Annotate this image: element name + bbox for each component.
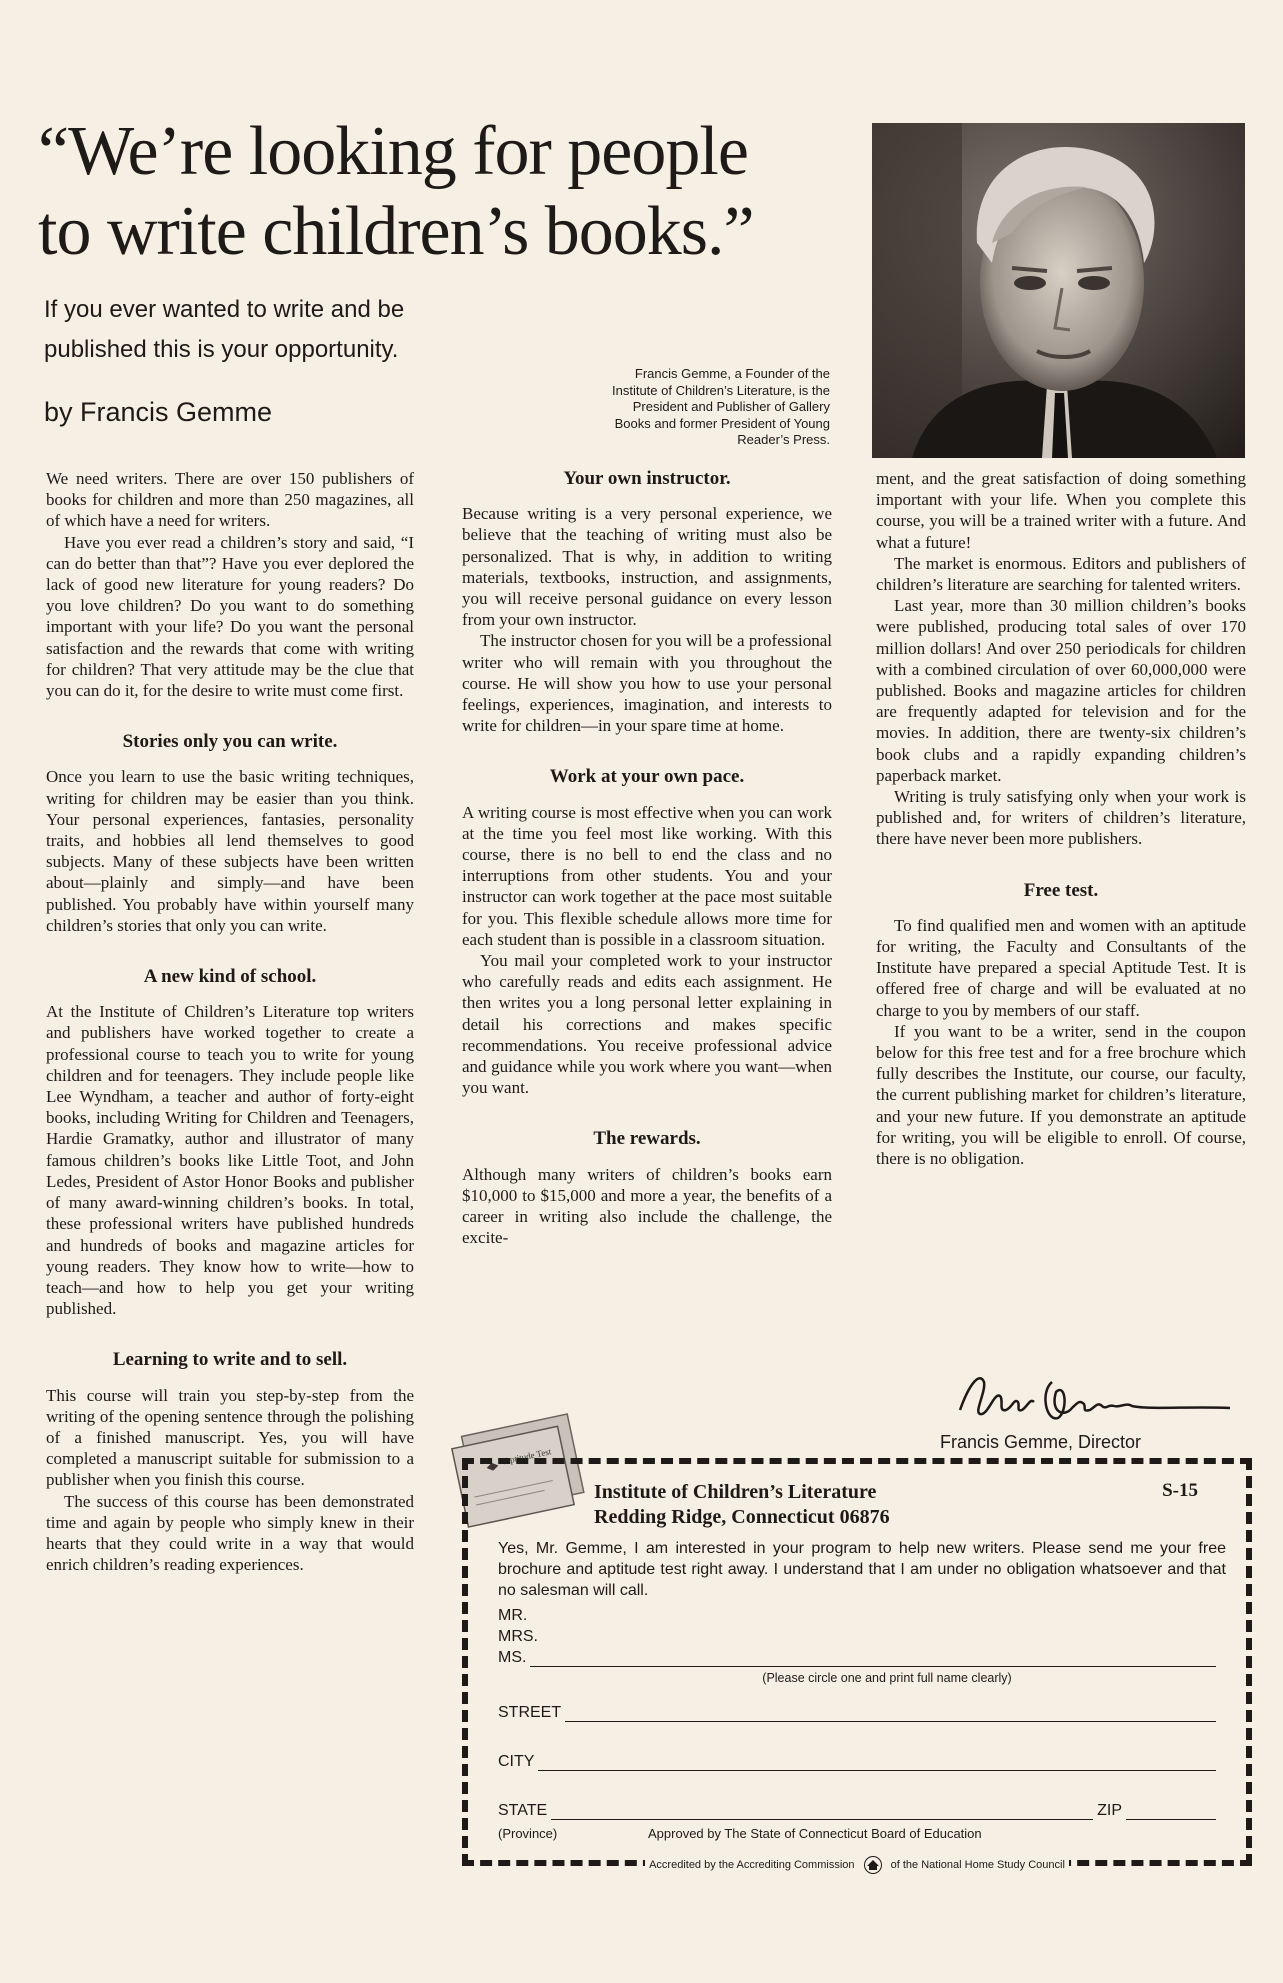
title-mr-label: MR. <box>498 1607 528 1624</box>
zip-label: ZIP <box>1097 1802 1122 1819</box>
subheadline <box>44 290 484 370</box>
section-heading-pace: Work at your own pace. <box>549 766 745 788</box>
approval-row <box>498 1826 1216 1841</box>
name-line[interactable] <box>530 1652 1216 1667</box>
city-label: CITY <box>498 1753 535 1770</box>
coupon-code: S-15 <box>1162 1480 1198 1501</box>
paragraph: Because writing is a very personal experience, we believe that the teaching of writing must also be personalized. That is why, in addition to writing materials, textbooks, instruction, and assignments, you will receive personal guidance on every lesson from your own instructor. <box>462 504 832 630</box>
paragraph: You mail your completed work to your instructor who carefully reads and edits each assignment. He then writes you a long personal letter explaining in detail his corrections and makes specific recommendations. You receive professional advice and guidance while you work where you want—when you want. <box>462 951 832 1098</box>
paragraph: The success of this course has been demonstrated time and again by people who simply knew in their hearts that they could write in a way that would enrich children’s reading experiences. <box>46 1491 414 1575</box>
state-zip-field[interactable] <box>498 1799 1216 1820</box>
caption-line: Institute of Children’s Literature, is the <box>612 382 830 398</box>
author-photo <box>872 123 1245 458</box>
title-mr[interactable] <box>498 1604 1216 1625</box>
approval-statement: Approved by The State of Connecticut Board of Education <box>648 1826 982 1841</box>
street-field[interactable] <box>498 1701 1216 1722</box>
name-hint: (Please circle one and print full name clearly) <box>762 1671 1012 1685</box>
column-1 <box>46 468 414 1575</box>
paragraph: ment, and the great satisfaction of doing something important with your life. When you complete this course, you will be a trained writer with a future. And what a future! <box>876 469 1246 552</box>
institute-address <box>594 1480 890 1530</box>
caption-line: Francis Gemme, a Founder of the <box>634 366 830 381</box>
subheadline-line-1: If you ever wanted to write and be <box>44 296 405 323</box>
coupon-statement: Yes, Mr. Gemme, I am interested in your program to help new writers. Please send me your free brochure and aptitude test right away. I understand that I am under no obligation whatsoever and that no salesman will call. <box>498 1540 1226 1599</box>
signature-icon <box>940 1362 1240 1430</box>
title-ms-label: MS. <box>498 1649 527 1666</box>
city-field[interactable] <box>498 1750 1216 1771</box>
paragraph: Although many writers of children’s books earn $10,000 to $15,000 and more a year, the benefits of a career in writing also include the challenge, the excite- <box>462 1164 832 1248</box>
signature-block <box>940 1362 1250 1453</box>
accreditation-text <box>645 1859 1069 1871</box>
section-heading-stories: Stories only you can write. <box>122 731 338 753</box>
institute-name: Institute of Children’s Literature <box>594 1481 877 1503</box>
signature-title: Francis Gemme, Director <box>940 1432 1142 1452</box>
paragraph: To find qualified men and women with an aptitude for writing, the Faculty and Consultants of the Institute have prepared a special Aptitude Test. It is offered free of charge and will be evaluated at no charge to you by members of our staff. <box>876 915 1246 1020</box>
street-line[interactable] <box>565 1707 1216 1722</box>
paragraph: Writing is truly satisfying only when your work is published and, for writers of children’s literature, there have never been more publishers. <box>876 787 1246 849</box>
caption-line: President and Publisher of Gallery <box>632 399 830 414</box>
state-line[interactable] <box>551 1805 1093 1820</box>
institute-location: Redding Ridge, Connecticut 06876 <box>594 1506 890 1528</box>
section-heading-instructor: Your own instructor. <box>563 468 731 489</box>
portrait-illustration <box>872 123 1245 458</box>
headline-line-2: to write children’s books.” <box>38 193 754 270</box>
caption-line: Books and former President of Young <box>614 415 830 431</box>
state-label: STATE <box>498 1802 548 1819</box>
headline-line-1: “We’re looking for people <box>38 113 748 190</box>
paragraph: Have you ever read a children’s story and said, “I can do better than that”? Have you ever deplored the lack of good new literature for young readers? Do you love children? Do you want to do something important with your life? Do you want the personal satisfaction and the rewards that come with writing for children? That very attitude may be the clue that you can do it, for the desire to write must come first. <box>46 532 414 701</box>
byline: by Francis Gemme <box>44 397 273 427</box>
paragraph: At the Institute of Children’s Literature top writers and publishers have worked together to create a professional course to teach you to write for young children and for teenagers. They include people like Lee Wyndham, a teacher and author of forty-eight books, including Writing for Children and Teenagers, Hardie Gramatky, author and illustrator of many famous children’s books like Little Toot, and John Ledes, President of Astor Honor Books and publisher of many award-winning children’s books. In total, these professional writers have published hundreds and hundreds of books and magazine articles for young readers. They know how to write—how to teach—and how to help you get your writing published. <box>46 1002 414 1319</box>
paragraph: The instructor chosen for you will be a professional writer who will remain with you throughout the course. He will show you how to use your personal feelings, experiences, imagination, and interests to write for children—in your spare time at home. <box>462 631 832 736</box>
paragraph: A writing course is most effective when you can work at the time you feel most like working. With this course, there is no bell to end the class and no interruptions from other students. You and your instructor can work together at the pace most suitable for you. This flexible schedule allows more time for each student than is possible in a classroom situation. <box>462 802 832 949</box>
paragraph: Last year, more than 30 million children’s books were published, producing total sales of over 170 million dollars! And over 250 periodicals for children with a combined circulation of over 60,000,000 were published. Books and magazine articles for children are frequently adapted for television and for the movies. In addition, there are twenty-six children’s book clubs and a rapidly expanding children’s paperback market. <box>876 596 1246 785</box>
home-study-seal-icon <box>862 1856 884 1874</box>
coupon-form <box>498 1604 1216 1841</box>
section-heading-rewards: The rewards. <box>593 1128 701 1150</box>
column-3 <box>876 468 1246 1169</box>
photo-caption <box>520 366 830 449</box>
province-label: (Province) <box>498 1826 558 1841</box>
title-mrs[interactable] <box>498 1625 1216 1646</box>
caption-line: Reader’s Press. <box>737 432 830 447</box>
accreditation-right: of the National Home Study Council <box>890 1858 1065 1871</box>
accreditation-line <box>468 1856 1246 1874</box>
paragraph: Once you learn to use the basic writing techniques, writing for children may be easier than you think. Your personal experiences, fantasies, personality traits, and hobbies all lend themselves to good subjects. Many of these subjects have been written about—plainly and simply—and have been published. You probably have within yourself many children’s stories that only you can write. <box>46 767 414 935</box>
headline <box>38 112 878 272</box>
accreditation-left: Accredited by the Accrediting Commission <box>649 1858 855 1871</box>
column-2 <box>462 468 832 1249</box>
paragraph: If you want to be a writer, send in the coupon below for this free test and for a free brochure which fully describes the Institute, our course, our faculty, the current publishing market for children’s literature, and your new future. If you demonstrate an aptitude for writing, you will be eligible to enroll. Of course, there is no obligation. <box>876 1021 1246 1169</box>
booklet-label: Aptitude Test <box>502 1446 553 1467</box>
section-heading-free-test: Free test. <box>1023 879 1099 901</box>
paragraph: This course will train you step-by-step from the writing of the opening sentence through the polishing of a finished manuscript. Yes, you will have completed a manuscript suitable for submission to a publisher when you finish this course. <box>46 1385 414 1490</box>
city-line[interactable] <box>538 1756 1216 1771</box>
paragraph: We need writers. There are over 150 publishers of books for children and more than 250 magazines, all of which have a need for writers. <box>46 469 414 531</box>
zip-line[interactable] <box>1126 1805 1216 1820</box>
subheadline-line-2: published this is your opportunity. <box>44 336 399 363</box>
name-field[interactable] <box>498 1646 1216 1667</box>
section-heading-school: A new kind of school. <box>143 966 317 988</box>
section-heading-learning: Learning to write and to sell. <box>112 1349 348 1371</box>
title-mrs-label: MRS. <box>498 1628 538 1645</box>
paragraph: The market is enormous. Editors and publishers of children’s literature are searching for talented writers. <box>876 553 1246 595</box>
order-coupon <box>462 1458 1252 1871</box>
street-label: STREET <box>498 1704 562 1721</box>
